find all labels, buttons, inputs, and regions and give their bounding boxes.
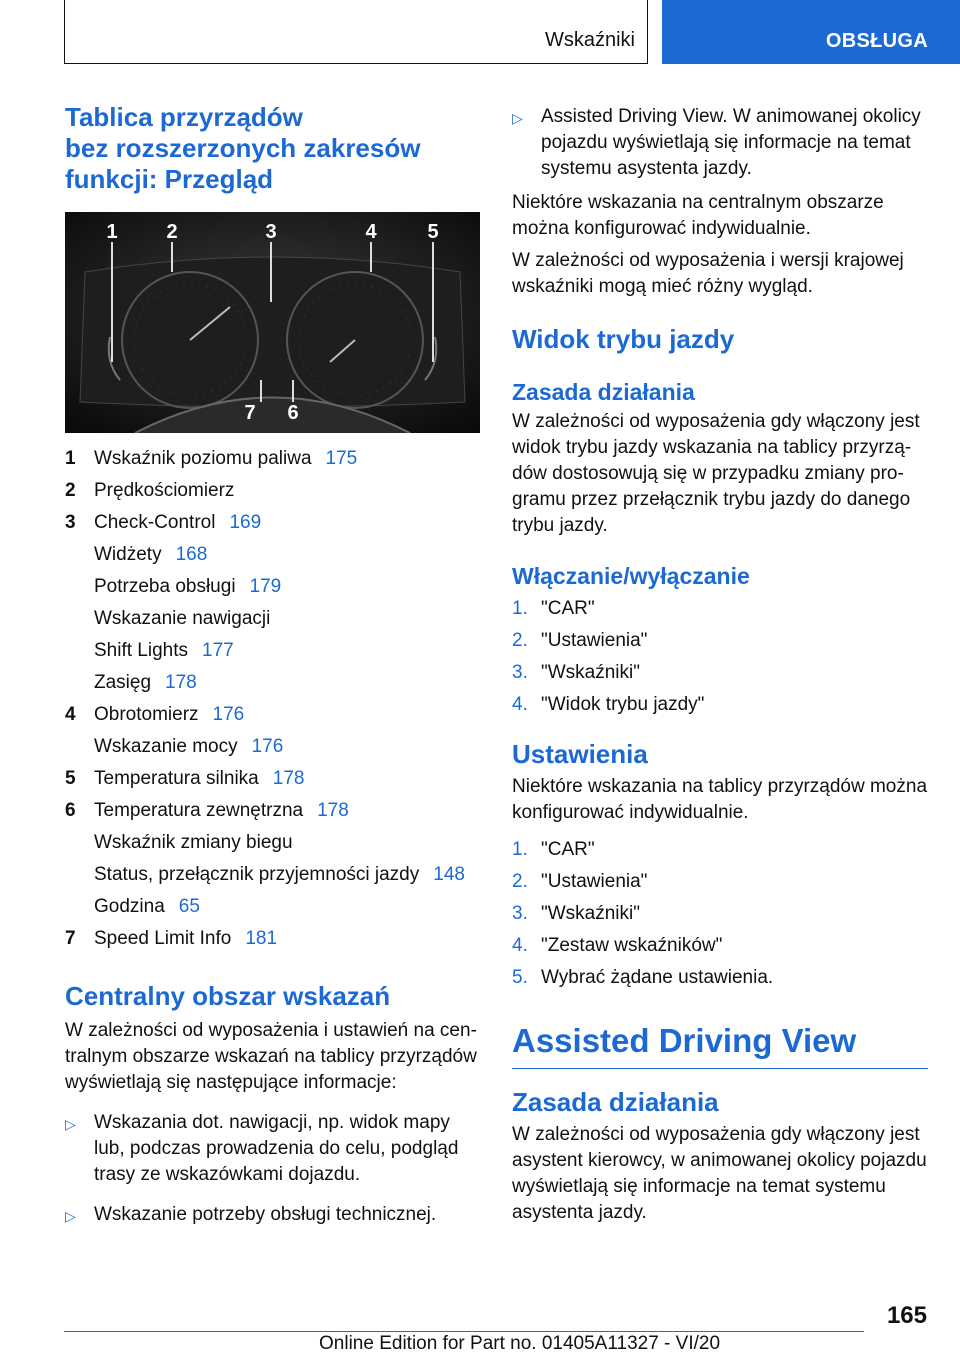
step-item — [512, 962, 928, 994]
legend-row — [65, 731, 480, 763]
legend-text: Wskaźnik zmiany biegu — [94, 832, 293, 853]
page-number: 165 — [886, 1302, 927, 1329]
principle-body: W zależności od wyposażenia gdy włączony jest widok trybu jazdy wskazania na tablicy przyrządów dostosowują się w przypadku zmiany programu przez przełącznik trybu jazdy do danego trybu jazdy. — [512, 411, 920, 536]
callout-1: 1 — [106, 221, 118, 243]
step-text: "Zestaw wskaźników" — [541, 935, 723, 956]
step-number: 3. — [512, 662, 528, 683]
step-number: 2. — [512, 630, 528, 651]
legend-text: Speed Limit Info — [94, 928, 232, 949]
page-reference-link[interactable]: 169 — [229, 512, 262, 533]
legend-row — [65, 539, 480, 571]
paragraph: W zależności od wyposażenia i wersji krajowej wskaźniki mogą mieć różny wygląd. — [512, 250, 904, 297]
step-item — [512, 657, 928, 689]
legend-text: Wskazanie mocy — [94, 736, 238, 757]
legend-list — [65, 443, 480, 955]
step-text: "Ustawienia" — [541, 871, 648, 892]
assisted-driving-view-title: Assisted Driving View — [512, 1020, 928, 1069]
legend-row — [65, 571, 480, 603]
instrument-cluster-drawing — [65, 212, 480, 433]
chapter-tab-label: OBSŁUGA — [825, 30, 928, 52]
step-item — [512, 625, 928, 657]
page-reference-link[interactable]: 65 — [178, 896, 200, 917]
step-item — [512, 834, 928, 866]
callout-5: 5 — [427, 221, 439, 243]
legend-row — [65, 507, 480, 539]
legend-row — [65, 443, 480, 475]
legend-number: 1 — [65, 448, 76, 469]
legend-text: Shift Lights — [94, 640, 188, 661]
page-reference-link[interactable]: 176 — [251, 736, 284, 757]
legend-row — [65, 795, 480, 827]
step-text: "Widok trybu jazdy" — [541, 694, 705, 715]
step-text: "Wskaźniki" — [541, 662, 640, 683]
page-reference-link[interactable]: 178 — [272, 768, 305, 789]
legend-text: Status, przełącznik przyjemności jazdy — [94, 864, 420, 885]
callout-2: 2 — [166, 221, 178, 243]
legend-text: Potrzeba obsługi — [94, 576, 236, 597]
step-text: "Ustawienia" — [541, 630, 648, 651]
legend-number: 6 — [65, 800, 76, 821]
legend-row — [65, 923, 480, 955]
callout-4: 4 — [365, 221, 377, 243]
paragraph: Niektóre wskazania na centralnym obszarze można konfigurować indywidualnie. — [512, 192, 884, 239]
legend-row — [65, 603, 480, 635]
legend-text: Zasięg — [94, 672, 152, 693]
triangle-bullet-icon: ▷ — [65, 1208, 76, 1224]
step-number: 5. — [512, 967, 528, 988]
triangle-bullet-icon: ▷ — [512, 110, 523, 126]
step-text: Wybrać żądane ustawienia. — [541, 967, 774, 988]
step-item — [512, 689, 928, 721]
settings-steps — [512, 834, 928, 994]
legend-text: Obrotomierz — [94, 704, 199, 725]
page-reference-link[interactable]: 175 — [325, 448, 358, 469]
header-chapter-tab[interactable] — [662, 0, 960, 64]
step-text: "Wskaźniki" — [541, 903, 640, 924]
step-item — [512, 593, 928, 625]
on-off-title: Włączanie/wyłączanie — [512, 563, 750, 589]
legend-number: 4 — [65, 704, 76, 725]
page-reference-link[interactable]: 181 — [245, 928, 278, 949]
page-reference-link[interactable]: 177 — [202, 640, 234, 661]
drive-mode-view-title: Widok trybu jazdy — [512, 324, 735, 354]
step-item — [512, 930, 928, 962]
central-area-title: Centralny obszar wskazań — [65, 981, 391, 1011]
principle-title: Zasada działania — [512, 379, 695, 405]
section-title-overview: Tablica przyrządów bez rozszerzonych zakresów funkcji: Przegląd — [65, 102, 421, 194]
legend-text: Wskaźnik poziomu paliwa — [94, 448, 312, 469]
legend-text: Widżety — [94, 544, 162, 565]
right-column — [512, 102, 928, 1226]
legend-row — [65, 635, 480, 667]
adv-principle-title: Zasada działania — [512, 1087, 719, 1117]
legend-row — [65, 667, 480, 699]
page-reference-link[interactable]: 176 — [212, 704, 245, 725]
step-number: 1. — [512, 598, 528, 619]
triangle-bullet-icon: ▷ — [65, 1116, 76, 1132]
legend-row — [65, 891, 480, 923]
footer-divider — [64, 1331, 864, 1332]
page-reference-link[interactable]: 178 — [317, 800, 349, 821]
callout-6: 6 — [287, 402, 299, 424]
legend-text: Temperatura zewnętrzna — [94, 800, 304, 821]
legend-text: Temperatura silnika — [94, 768, 259, 789]
step-number: 2. — [512, 871, 528, 892]
step-text: "CAR" — [541, 839, 595, 860]
central-area-body: W zależności od wyposażenia i ustawień na centralnym obszarze wskazań na tablicy przyrządów wyświetlają się następujące informacje: — [65, 1020, 477, 1093]
legend-number: 5 — [65, 768, 76, 789]
legend-number: 3 — [65, 512, 76, 533]
legend-text: Prędkościomierz — [94, 480, 235, 501]
callout-7: 7 — [244, 402, 256, 424]
left-column — [65, 102, 480, 1229]
bullet-item: ▷ Wskazania dot. nawigacji, np. widok mapy lub, podczas prowadzenia do celu, podgląd trasy ze wskazówkami dojazdu. — [65, 1110, 480, 1188]
legend-text: Wskazanie nawigacji — [94, 608, 271, 629]
legend-row — [65, 827, 480, 859]
step-item — [512, 898, 928, 930]
legend-row — [65, 859, 480, 891]
step-number: 1. — [512, 839, 528, 860]
page-reference-link[interactable]: 168 — [175, 544, 208, 565]
legend-row — [65, 699, 480, 731]
step-number: 4. — [512, 694, 528, 715]
settings-body: Niektóre wskazania na tablicy przyrządów można konfigurować indywidualnie. — [512, 776, 928, 823]
step-item — [512, 866, 928, 898]
step-number: 3. — [512, 903, 528, 924]
instrument-cluster-image — [65, 212, 480, 433]
legend-number: 7 — [65, 928, 76, 949]
step-text: "CAR" — [541, 598, 595, 619]
step-number: 4. — [512, 935, 528, 956]
settings-title: Ustawienia — [512, 739, 648, 769]
header-section-box — [64, 0, 648, 64]
callout-3: 3 — [265, 221, 277, 243]
legend-row — [65, 475, 480, 507]
page-reference-link[interactable]: 179 — [249, 576, 282, 597]
on-off-steps — [512, 593, 928, 721]
page-reference-link[interactable]: 178 — [165, 672, 197, 693]
bullet-item: ▷ Assisted Driving View. W animowanej okolicy pojazdu wyświetlają się informacje na temat systemu asystenta jazdy. — [512, 104, 928, 182]
page-reference-link[interactable]: 148 — [433, 864, 465, 885]
legend-text: Godzina — [94, 896, 165, 917]
footer-edition: Online Edition for Part no. 01405A11327 - VI/20 — [319, 1333, 721, 1354]
legend-number: 2 — [65, 480, 76, 501]
legend-text: Check-Control — [94, 512, 216, 533]
bullet-item: ▷ Wskazanie potrzeby obsługi technicznej. — [65, 1202, 480, 1229]
legend-row — [65, 763, 480, 795]
header-section-title: Wskaźniki — [544, 29, 635, 51]
adv-principle-body: W zależności od wyposażenia gdy włączony jest asystent kierowcy, w animowanej okolicy pojazdu wyświetlają się informacje na temat systemu asystenta jazdy. — [512, 1124, 927, 1223]
